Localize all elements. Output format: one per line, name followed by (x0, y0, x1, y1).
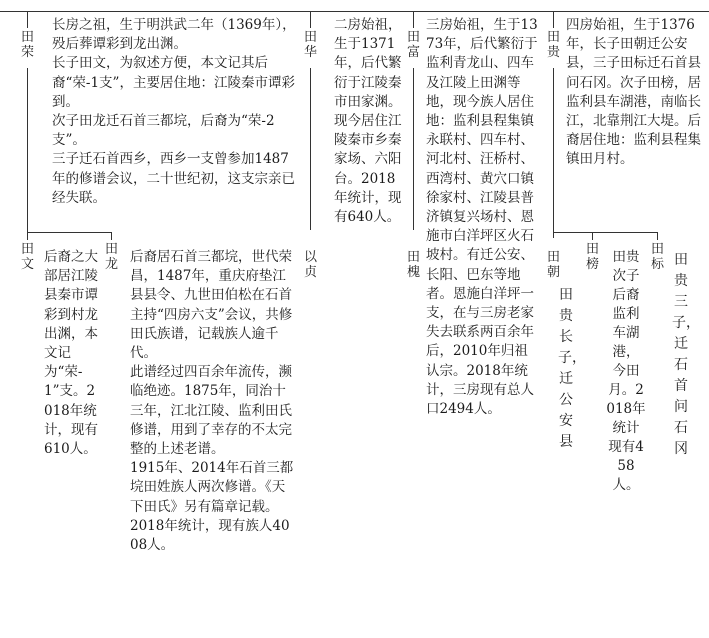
long-description (130, 248, 298, 555)
hua-description: 二房始祖，生于1371年，后代繁衍于江陵秦市田家渊。现今居住江陵秦市乡秦家场、六阳台。2018年统计，现有640人。 (334, 17, 402, 226)
label-yi-zhen: 以贞 (303, 250, 317, 280)
rong-para-4: 三子迁石首西乡，西乡一支曾参加1487年的修谱会议，二十世纪初，这支宗亲已经失联。 (52, 151, 295, 206)
wen-description: 后裔之大部居江陵县秦市谭彩到村龙出渊，本文记为“荣-1”支。2018年统计，现有610人。 (44, 249, 98, 458)
label-tian-fu: 田富 (406, 30, 420, 60)
rong-para-3: 次子田龙迁石首三都垸，后裔为“荣-2支”。 (52, 113, 275, 149)
gui-description: 四房始祖，生于1376年，长子田朝迁公安县，三子田标迁石首县问石冈。次子田榜，居监利县车湖港，南临长江，北靠荆江大堤。后裔居住地：监利县程集镇田月村。 (566, 17, 701, 168)
biao-description: 田贵三子，迁石首问石冈 (672, 252, 700, 457)
label-tian-huai: 田槐 (406, 250, 420, 280)
label-tian-gui: 田贵 (546, 30, 560, 60)
chao-description: 田贵长子，迁公安县 (558, 287, 586, 450)
rong-para-1: 长房之祖，生于明洪武二年（1369年），殁后葬谭彩到龙出渊。 (52, 17, 296, 53)
long-para-2: 此谱经过四百余年流传，濒临绝迹。1875年，同治十三年，江北江陵、监利田氏修谱，用到了幸存的不太完整的上述老谱。 (130, 364, 292, 458)
long-para-1: 后裔居石首三都垸，世代荣昌，1487年，重庆府垫江县县令、九世田伯松在石首主持“四房六支”会议，共修田氏族谱，记载族人逾千代。 (130, 249, 293, 362)
long-para-4: 2018年统计，现有族人4008人。 (130, 517, 290, 554)
rong-para-2: 长子田文，为叙述方便，本文记其后裔“荣-1支”，主要居住地：江陵秦市谭彩到。 (52, 55, 295, 110)
label-tian-bang: 田榜 (585, 242, 599, 272)
label-tian-biao: 田标 (650, 242, 664, 272)
rong-description (52, 16, 300, 208)
label-tian-rong: 田荣 (20, 30, 34, 60)
bang-description: 田贵次子后裔监利车湖港，今田月。2018年统计现有458人。 (606, 249, 646, 493)
label-tian-long: 田龙 (104, 242, 118, 272)
long-para-3: 1915年、2014年石首三都垸田姓族人两次修谱。《天下田氏》另有篇章记载。 (130, 460, 294, 515)
label-tian-chao: 田朝 (546, 250, 560, 280)
label-tian-wen: 田文 (20, 242, 34, 272)
label-tian-hua: 田华 (303, 30, 317, 60)
fu-description: 三房始祖，生于1373年，后代繁衍于监利青龙山、四车及江陵上田渊等地，现今族人居住地：监利县程集镇永联村、四车村、河北村、汪桥村、西湾村、黄穴口镇徐家村、江陵县普济镇复兴场村、恩施市白洋坪区火石坡村。有迁公安、长阳、巴东等地者。恩施白洋坪一支，在与三房老家失去联系两百余年后，2010年归祖认宗。2018年统计，三房现有总人口2494人。 (426, 17, 538, 418)
